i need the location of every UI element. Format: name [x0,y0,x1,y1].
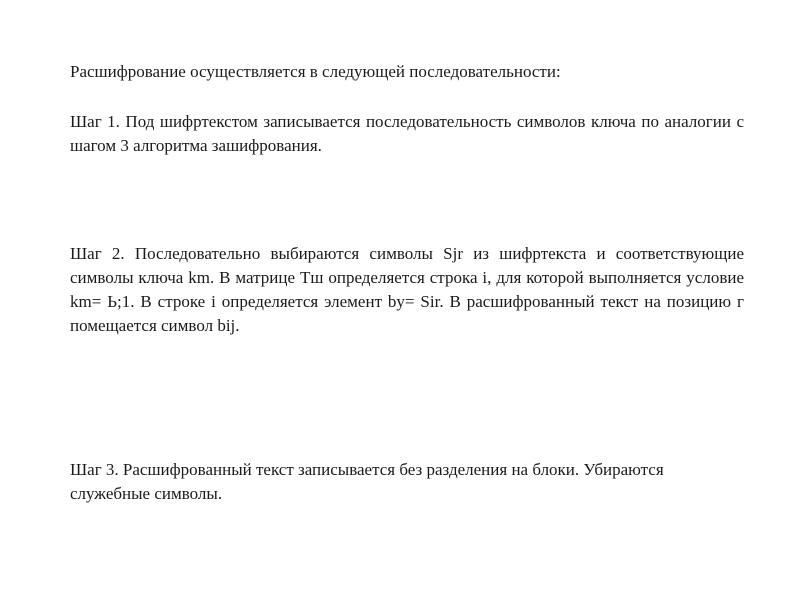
step-3-text: Шаг 3. Расшифрованный текст записывается без разделения на блоки. Убираются служебные символы. [70,460,664,503]
intro-text: Расшифрование осуществляется в следующей последовательности: [70,62,561,81]
step-2-text: Шаг 2. Последовательно выбираются символы Sjr из шифртекста и соответствующие символы ключа km. В матрице Тш определяется строка i, для которой выполняется условие km= Ь;1. В строке i определяется элемент by= Sir. В расшифрованный текст на позицию г помещается символ bij. [70,244,744,335]
step-1-text: Шаг 1. Под шифртекстом записывается последовательность символов ключа по аналогии с шагом 3 алгоритма зашифрования. [70,112,744,155]
